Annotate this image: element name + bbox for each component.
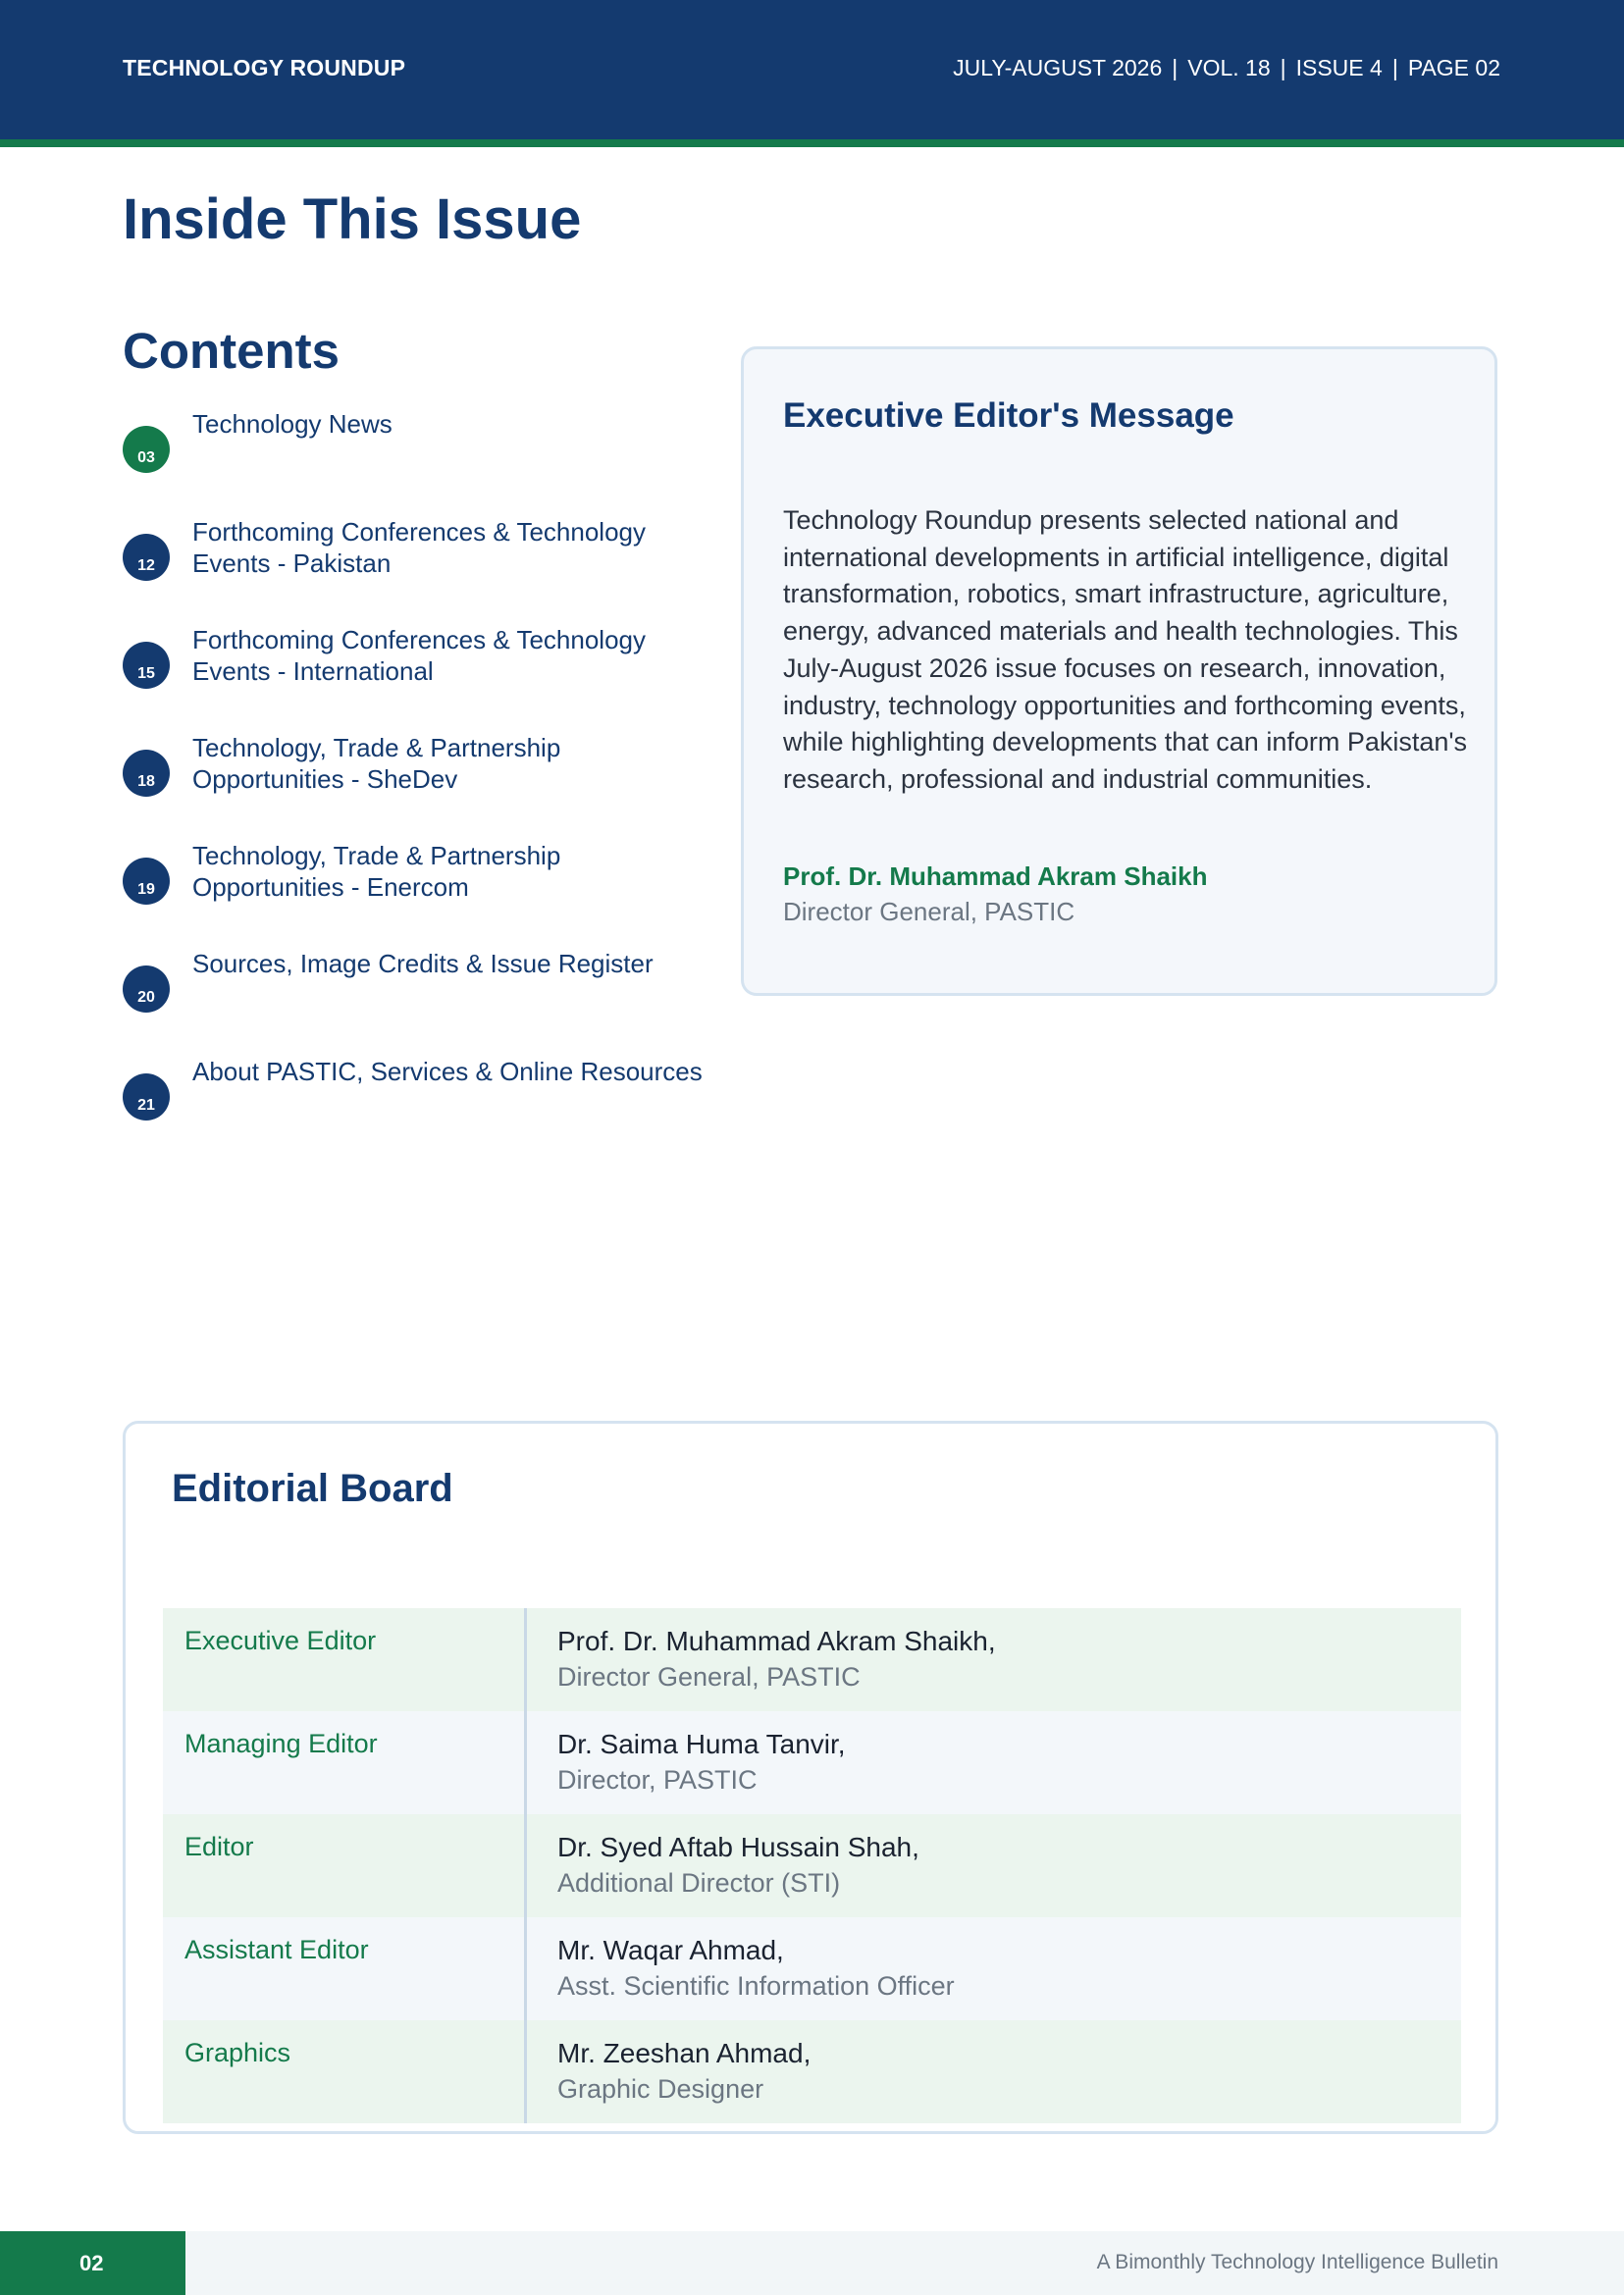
table-row — [163, 1814, 1461, 1917]
toc-item[interactable] — [123, 944, 692, 1052]
issue-info: JULY-AUGUST 2026 | VOL. 18 | ISSUE 4 | PAGE 02 — [953, 55, 1500, 80]
toc-item[interactable] — [123, 620, 692, 728]
table-row — [163, 1608, 1461, 1711]
toc-item[interactable] — [123, 1052, 703, 1160]
toc-page-badge: 12 — [123, 534, 170, 581]
toc-page-badge: 21 — [123, 1073, 170, 1121]
column-divider — [524, 1711, 527, 1814]
editorial-board-table — [163, 1608, 1461, 2123]
board-member-name: Mr. Zeeshan Ahmad, — [557, 2038, 812, 2068]
toc-item-label: Technology, Trade & Partnership Opportunities - Enercom — [192, 841, 561, 902]
board-member-position: Director, PASTIC — [557, 1765, 758, 1795]
toc-page-badge: 15 — [123, 642, 170, 689]
editorial-board-title: Editorial Board — [172, 1467, 453, 1510]
board-member-name: Dr. Saima Huma Tanvir, — [557, 1729, 846, 1759]
footer-page-number: 02 — [0, 2231, 185, 2295]
message-author: Prof. Dr. Muhammad Akram Shaikh — [783, 861, 1208, 891]
toc-item[interactable] — [123, 512, 692, 620]
board-member-position: Director General, PASTIC — [557, 1662, 861, 1692]
board-member-position: Asst. Scientific Information Officer — [557, 1971, 955, 2001]
board-role: Managing Editor — [184, 1729, 378, 1758]
toc-item-label: Technology News — [192, 409, 393, 439]
volume: VOL. 18 — [1187, 55, 1271, 80]
board-role: Executive Editor — [184, 1626, 377, 1655]
header-accent-stripe — [0, 139, 1624, 147]
page-number: PAGE 02 — [1407, 55, 1500, 80]
board-member-name: Dr. Syed Aftab Hussain Shah, — [557, 1832, 919, 1862]
table-row — [163, 2020, 1461, 2123]
toc-page-badge: 03 — [123, 426, 170, 473]
toc-page-badge: 20 — [123, 965, 170, 1013]
column-divider — [524, 1608, 527, 1711]
page-title: Inside This Issue — [123, 187, 582, 251]
page-footer — [0, 2231, 1624, 2295]
table-of-contents — [123, 404, 703, 1160]
board-role: Assistant Editor — [184, 1935, 369, 1964]
board-member-name: Mr. Waqar Ahmad, — [557, 1935, 784, 1965]
publication-name: TECHNOLOGY ROUNDUP — [123, 55, 406, 80]
board-role: Editor — [184, 1832, 254, 1861]
toc-item[interactable] — [123, 404, 692, 512]
board-role: Graphics — [184, 2038, 291, 2067]
issue-number: ISSUE 4 — [1295, 55, 1383, 80]
table-row — [163, 1711, 1461, 1814]
toc-page-badge: 18 — [123, 750, 170, 797]
footer-tagline: A Bimonthly Technology Intelligence Bulletin — [1096, 2251, 1498, 2273]
table-row — [163, 1917, 1461, 2020]
board-member-name: Prof. Dr. Muhammad Akram Shaikh, — [557, 1626, 996, 1656]
contents-heading: Contents — [123, 323, 340, 379]
issue-date: JULY-AUGUST 2026 — [953, 55, 1163, 80]
message-body: Technology Roundup presents selected national and international developments in artificial intelligence, digital transformation, robotics, smart infrastructure, agriculture, energy, advanced materials and health technologies. This July-August 2026 issue focuses on research, innovation, industry, technology opportunities and forthcoming events, while highlighting developments that can inform Pakistan's research, professional and industrial communities. — [783, 505, 1468, 794]
board-member-position: Additional Director (STI) — [557, 1868, 841, 1898]
column-divider — [524, 1917, 527, 2020]
board-member-position: Graphic Designer — [557, 2074, 764, 2104]
executive-editor-message-card — [741, 346, 1497, 996]
toc-item[interactable] — [123, 836, 692, 944]
toc-item-label: Technology, Trade & Partnership Opportunities - SheDev — [192, 733, 561, 794]
toc-item-label: Sources, Image Credits & Issue Register — [192, 949, 654, 978]
toc-page-badge: 19 — [123, 858, 170, 905]
toc-item[interactable] — [123, 728, 692, 836]
column-divider — [524, 2020, 527, 2123]
toc-item-label: Forthcoming Conferences & Technology Events - Pakistan — [192, 517, 646, 578]
toc-item-label: About PASTIC, Services & Online Resources — [192, 1057, 703, 1086]
toc-item-label: Forthcoming Conferences & Technology Events - International — [192, 625, 646, 686]
column-divider — [524, 1814, 527, 1917]
page-header — [0, 0, 1624, 139]
message-author-role: Director General, PASTIC — [783, 897, 1075, 926]
message-title: Executive Editor's Message — [783, 396, 1234, 435]
editorial-board-card — [123, 1421, 1498, 2134]
